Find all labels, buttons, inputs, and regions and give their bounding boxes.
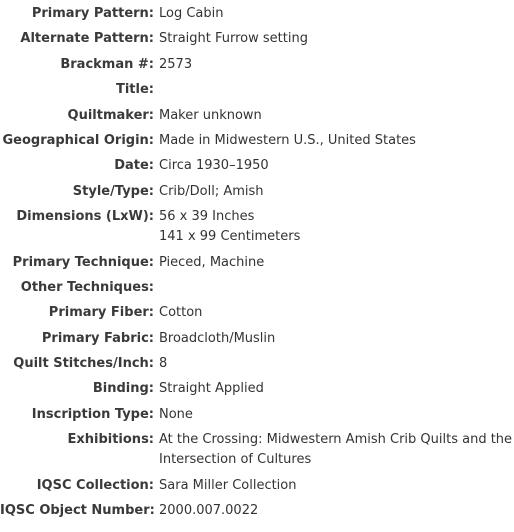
field-value <box>154 156 514 176</box>
field-date <box>0 156 514 176</box>
field-value <box>154 106 514 126</box>
field-other-techniques <box>0 278 514 298</box>
field-value <box>154 55 514 75</box>
field-label: Date: <box>114 158 154 174</box>
field-label: IQSC Object Number: <box>0 503 155 519</box>
field-label: Dimensions (LxW): <box>16 209 154 225</box>
field-value <box>154 354 514 374</box>
field-label: Primary Fiber: <box>48 305 154 321</box>
field-label: Primary Fabric: <box>41 330 154 346</box>
field-value <box>154 501 514 521</box>
field-value-line: Broadcloth/Muslin <box>159 330 276 346</box>
field-label: Brackman #: <box>60 56 154 72</box>
field-binding <box>0 379 514 399</box>
field-primary-fabric <box>0 329 514 349</box>
field-value <box>154 253 514 273</box>
field-value-line: 8 <box>159 356 168 372</box>
field-value-line: Straight Applied <box>159 381 264 397</box>
field-label: Alternate Pattern: <box>20 31 154 47</box>
field-label: Inscription Type: <box>31 406 154 422</box>
field-value-line: 2000.007.0022 <box>159 503 259 519</box>
field-value-line: Log Cabin <box>159 6 224 21</box>
field-alternate-pattern <box>0 29 514 49</box>
field-value <box>154 131 514 151</box>
field-value-line: Maker unknown <box>159 107 262 123</box>
field-value <box>154 329 514 349</box>
field-label: Primary Technique: <box>12 254 154 270</box>
field-value <box>154 182 514 202</box>
field-value-line: Crib/Doll; Amish <box>159 183 264 199</box>
field-label: Primary Pattern: <box>31 6 154 21</box>
field-value-line: 56 x 39 Inches <box>159 209 255 225</box>
field-value <box>154 207 514 247</box>
field-brackman-number <box>0 55 514 75</box>
field-iqsc-collection <box>0 476 514 496</box>
field-label: Title: <box>115 82 154 98</box>
field-value-line: 141 x 99 Centimeters <box>159 229 301 245</box>
field-label: Style/Type: <box>72 183 154 199</box>
field-style-type <box>0 182 514 202</box>
field-value <box>154 29 514 49</box>
field-primary-fiber <box>0 303 514 323</box>
field-value <box>154 4 514 24</box>
field-value-line: Pieced, Machine <box>159 254 265 270</box>
field-inscription-type <box>0 405 514 425</box>
field-value-line: Intersection of Cultures <box>159 452 312 468</box>
field-value-line: At the Crossing: Midwestern Amish Crib Quilts and the <box>159 432 513 448</box>
field-value <box>154 430 514 470</box>
field-label: Exhibitions: <box>67 432 154 448</box>
field-label: Quilt Stitches/Inch: <box>13 356 154 372</box>
field-iqsc-object-number <box>0 501 514 521</box>
field-value <box>154 379 514 399</box>
field-primary-pattern <box>0 4 514 24</box>
field-value-line: Made in Midwestern U.S., United States <box>159 132 416 148</box>
field-geographical-origin <box>0 131 514 151</box>
field-dimensions <box>0 207 514 247</box>
field-exhibitions <box>0 430 514 470</box>
field-label: IQSC Collection: <box>36 477 154 493</box>
field-label: Binding: <box>92 381 154 397</box>
field-value <box>154 303 514 323</box>
field-value-line: Sara Miller Collection <box>159 477 297 493</box>
field-value-line: Circa 1930–1950 <box>159 158 269 174</box>
field-label: Quiltmaker: <box>67 107 154 123</box>
field-quiltmaker <box>0 106 514 126</box>
field-value <box>154 476 514 496</box>
field-title <box>0 80 514 100</box>
field-value-line: None <box>159 406 193 422</box>
field-value-line: 2573 <box>159 56 193 72</box>
field-value <box>154 405 514 425</box>
field-primary-technique <box>0 253 514 273</box>
field-label: Other Techniques: <box>20 279 154 295</box>
field-value-line: Cotton <box>159 305 203 321</box>
field-value-line: Straight Furrow setting <box>159 31 308 47</box>
field-label: Geographical Origin: <box>2 132 154 148</box>
field-quilt-stitches-per-inch <box>0 354 514 374</box>
